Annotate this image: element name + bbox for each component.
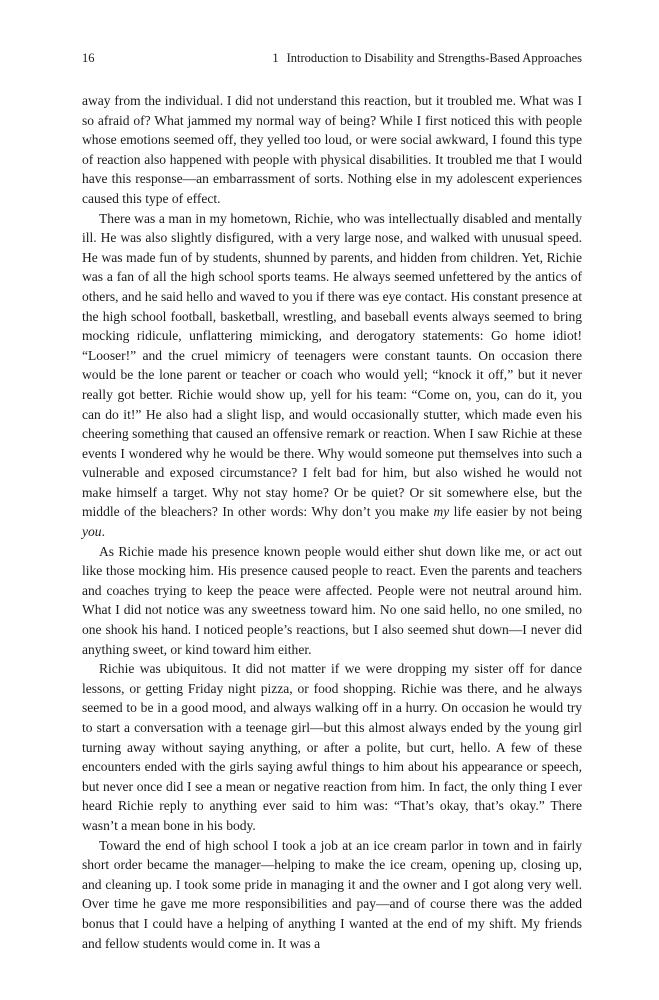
book-page: [82, 48, 582, 953]
paragraph-3: As Richie made his presence known people would either shut down like me, or act out like those mocking him. His presence caused people to react. Even the parents and teachers and coaches trying to keep the peace were affected. People were not neutral around him. What I did not notice was any sweetness toward him. No one said hello, no one smiled, no one shook his hand. I noticed people’s reactions, but I also seemed shut down—I never did anything sweet, or kind toward him either.: [82, 543, 582, 657]
body-text: [82, 91, 582, 953]
paragraph-2-text-b: life easier by not being: [449, 504, 582, 520]
page-number: 16: [82, 51, 95, 65]
paragraph-4: Richie was ubiquitous. It did not matter if we were dropping my sister off for dance lessons, or getting Friday night pizza, or food shopping. Richie was there, and he always seemed to be in a good mood, and always walking off in a hurry. On occasion he would try to start a conversation with a teenage girl—but this almost always ended by the young girl turning away without saying anything, or after a polite, but curt, hello. A few of these encounters ended with the girls saying awful things to him about his appearance or speech, but never once did I see a mean or negative reaction from him. In fact, the only thing I ever heard Richie reply to anything ever said to him was: “That’s okay, that’s okay.” There wasn’t a mean bone in his body.: [82, 661, 582, 833]
chapter-number: 1: [272, 51, 279, 65]
paragraph-2-emphasis-my: my: [433, 504, 450, 520]
paragraph-5: Toward the end of high school I took a job at an ice cream parlor in town and in fairly short order became the manager—helping to make the ice cream, opening up, closing up, and cleaning up. I took some pride in managing it and the owner and I got along very well. Over time he gave me more responsibilities and pay—and of course there was the added bonus that I could have a helping of anything I wanted at the end of my shift. My friends and fellow students would come in. It was a: [82, 837, 582, 951]
chapter-heading: [272, 48, 582, 68]
chapter-title: Introduction to Disability and Strengths-Based Approaches: [286, 51, 582, 65]
paragraph-2-text-a: There was a man in my hometown, Richie, who was intellectually disabled and mentally ill. He was also slightly disfigured, with a very large nose, and walked with unusual speed. He was made fun of by students, shunned by parents, and hidden from children. Yet, Richie was a fan of all the high school sports teams. He always seemed unfettered by the antics of others, and he said hello and waved to you if there was eye contact. His constant presence at the high school football, basketball, wrestling, and baseball events always seemed to bring mocking ridicule, unflattering mimicking, and derogatory statements: Go home idiot! “Looser!” and the cruel mimicry of teenagers were constant taunts. On occasion there would be the lone parent or teacher or coach who would yell; “knock it off,” but it never really got better. Richie would show up, yell for his team: “Come on, you, can do it, you can do it!” He also had a slight lisp, and would occasionally stutter, which made even his cheering something that caused an offensive remark or reaction. When I saw Richie at these events I wondered why he would be there. Why would someone put themselves into such a vulnerable and exposed circumstance? I felt bad for him, but also wished he would not make himself a target. Why not stay home? Or be quiet? Or sit somewhere else, but the middle of the bleachers? In other words: Why don’t you make: [82, 210, 582, 520]
paragraph-2: [82, 209, 582, 542]
paragraph-2-text-c: .: [101, 524, 105, 540]
running-header: [82, 48, 582, 68]
paragraph-1: away from the individual. I did not understand this reaction, but it troubled me. What was I so afraid of? What jammed my normal way of being? While I first noticed this with people whose emotions seemed off, they yelled too loud, or were social awkward, I found this type of reaction also happened with people with physical disabilities. It troubled me that I would have this response—an embarrassment of sorts. Nothing else in my adolescent experiences caused this type of effect.: [82, 93, 582, 206]
paragraph-2-emphasis-you: you: [82, 524, 102, 540]
